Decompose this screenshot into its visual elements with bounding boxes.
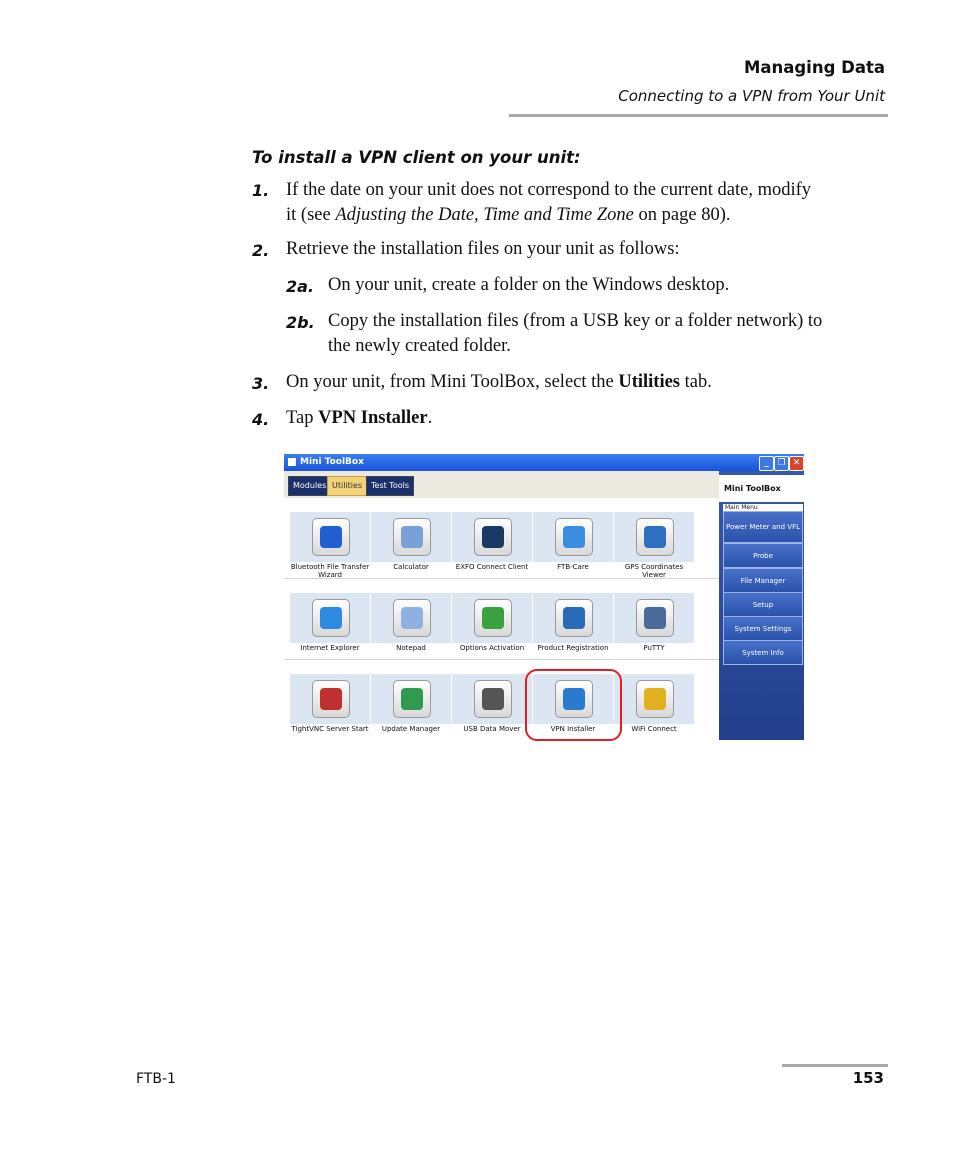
update-manager-icon xyxy=(393,680,431,718)
calculator-icon xyxy=(393,518,431,556)
side-button-system-info[interactable]: System Info xyxy=(723,640,803,665)
tile-label: Internet Explorer xyxy=(300,644,360,652)
compass-icon xyxy=(636,518,674,556)
page-number: 153 xyxy=(852,1069,884,1087)
tile-label: Product Registration xyxy=(537,644,609,652)
options-activation-icon xyxy=(474,599,512,637)
tile-label: TightVNC Server Start xyxy=(291,725,369,733)
utilities-grid xyxy=(284,498,719,740)
tab-modules[interactable]: Modules xyxy=(288,476,331,496)
step-1-line-2-post: on page 80). xyxy=(633,205,731,225)
step-number: 2. xyxy=(252,241,270,260)
tile-label: EXFO Connect Client xyxy=(455,563,529,571)
icon-glyph xyxy=(563,526,585,548)
side-button-probe[interactable]: Probe xyxy=(723,543,803,568)
tile-label: VPN Installer xyxy=(550,725,596,733)
tile-wifi[interactable] xyxy=(612,674,692,740)
tile-label: Calculator xyxy=(393,563,429,571)
tile-label: Options Activation xyxy=(459,644,525,652)
step-4-text xyxy=(286,406,432,431)
step-1-line-2-pre: it (see xyxy=(286,205,336,225)
product-registration-icon xyxy=(555,599,593,637)
step-1-crossref: Adjusting the Date, Time and Time Zone xyxy=(335,205,634,225)
footer-product: FTB-1 xyxy=(136,1071,176,1087)
minimize-icon[interactable]: _ xyxy=(759,456,774,471)
internet-explorer-icon xyxy=(312,599,350,637)
step-1-line-1: If the date on your unit does not correspond to the current date, modify xyxy=(286,180,812,200)
header-title: Managing Data xyxy=(743,58,885,77)
tile-product-registration[interactable] xyxy=(531,593,611,674)
highlight-circle xyxy=(525,669,622,741)
step-number: 3. xyxy=(252,374,270,393)
step-2-text: Retrieve the installation files on your unit as follows: xyxy=(286,239,680,259)
tile-label: USB Data Mover xyxy=(463,725,521,733)
icon-glyph xyxy=(644,607,666,629)
tightvnc-icon xyxy=(312,680,350,718)
icon-glyph xyxy=(401,607,423,629)
icon-glyph xyxy=(482,526,504,548)
tab-test-tools[interactable]: Test Tools xyxy=(366,476,414,496)
tile-internet-explorer[interactable] xyxy=(288,593,368,674)
tile-label: Update Manager xyxy=(381,725,441,733)
side-button-system-settings[interactable]: System Settings xyxy=(723,616,803,641)
step-2b-line-1: Copy the installation files (from a USB key or a folder network) to xyxy=(328,311,823,331)
wifi-icon xyxy=(636,680,674,718)
icon-glyph xyxy=(320,607,342,629)
step-4-pre: Tap xyxy=(286,408,319,428)
app-logo-icon xyxy=(288,458,296,466)
tile-calculator[interactable] xyxy=(369,512,449,593)
usb-data-mover-icon xyxy=(474,680,512,718)
step-3-post: tab. xyxy=(680,372,712,392)
step-1-text xyxy=(286,178,811,228)
icon-glyph xyxy=(482,688,504,710)
window-title: Mini ToolBox xyxy=(300,457,364,467)
tile-putty[interactable] xyxy=(612,593,692,674)
icon-glyph xyxy=(401,526,423,548)
tile-label: GPS Coordinates Viewer xyxy=(624,563,684,579)
tile-label: Bluetooth File Transfer Wizard xyxy=(290,563,370,579)
footer-rule xyxy=(782,1064,888,1067)
step-number: 2a. xyxy=(286,277,315,296)
tile-usb-data-mover[interactable] xyxy=(450,674,530,740)
tile-exfo-connect[interactable] xyxy=(450,512,530,593)
bluetooth-icon xyxy=(312,518,350,556)
side-button-power-meter-and-vfl[interactable]: Power Meter and VFL xyxy=(723,511,803,543)
main-menu-label: Main Menu xyxy=(723,504,803,512)
step-number: 2b. xyxy=(286,313,315,332)
step-3-pre: On your unit, from Mini ToolBox, select the xyxy=(286,372,619,392)
step-2a-text: On your unit, create a folder on the Windows desktop. xyxy=(328,275,730,295)
step-number: 4. xyxy=(252,410,270,429)
side-button-file-manager[interactable]: File Manager xyxy=(723,568,803,593)
tile-label: FTB-Care xyxy=(557,563,589,571)
exfo-connect-icon xyxy=(474,518,512,556)
step-4-bold: VPN Installer xyxy=(318,408,428,428)
icon-glyph xyxy=(644,688,666,710)
side-button-setup[interactable]: Setup xyxy=(723,592,803,617)
close-icon[interactable]: ✕ xyxy=(789,456,804,471)
tile-tightvnc[interactable] xyxy=(288,674,368,740)
tab-utilities[interactable]: Utilities xyxy=(327,476,367,496)
tile-notepad[interactable] xyxy=(369,593,449,674)
main-menu-sidebar xyxy=(719,471,804,740)
step-number: 1. xyxy=(252,181,270,200)
procedure-title: To install a VPN client on your unit: xyxy=(252,148,581,167)
tab-bar xyxy=(284,471,719,498)
tile-update-manager[interactable] xyxy=(369,674,449,740)
tile-options-activation[interactable] xyxy=(450,593,530,674)
step-2b-line-2: the newly created folder. xyxy=(328,336,511,356)
icon-glyph xyxy=(563,607,585,629)
header-rule xyxy=(509,114,888,117)
tile-label: WiFi Connect xyxy=(631,725,677,733)
putty-icon xyxy=(636,599,674,637)
step-4-post: . xyxy=(427,408,433,428)
icon-glyph xyxy=(644,526,666,548)
icon-glyph xyxy=(320,526,342,548)
side-title-text: Mini ToolBox xyxy=(724,484,781,493)
step-3-text xyxy=(286,370,712,395)
tile-compass[interactable] xyxy=(612,512,692,593)
icon-glyph xyxy=(320,688,342,710)
tile-ftb-care[interactable] xyxy=(531,512,611,593)
tile-label: PuTTY xyxy=(643,644,665,652)
notepad-icon xyxy=(393,599,431,637)
tile-label: Notepad xyxy=(396,644,426,652)
ftb-care-icon xyxy=(555,518,593,556)
restore-icon[interactable]: ❐ xyxy=(774,456,789,471)
tile-bluetooth[interactable] xyxy=(288,512,368,593)
icon-glyph xyxy=(401,688,423,710)
header-subtitle: Connecting to a VPN from Your Unit xyxy=(618,87,885,105)
window-titlebar xyxy=(284,454,804,471)
icon-glyph xyxy=(482,607,504,629)
side-title xyxy=(719,475,804,502)
step-2b-text xyxy=(328,309,822,359)
step-3-bold: Utilities xyxy=(618,372,681,392)
